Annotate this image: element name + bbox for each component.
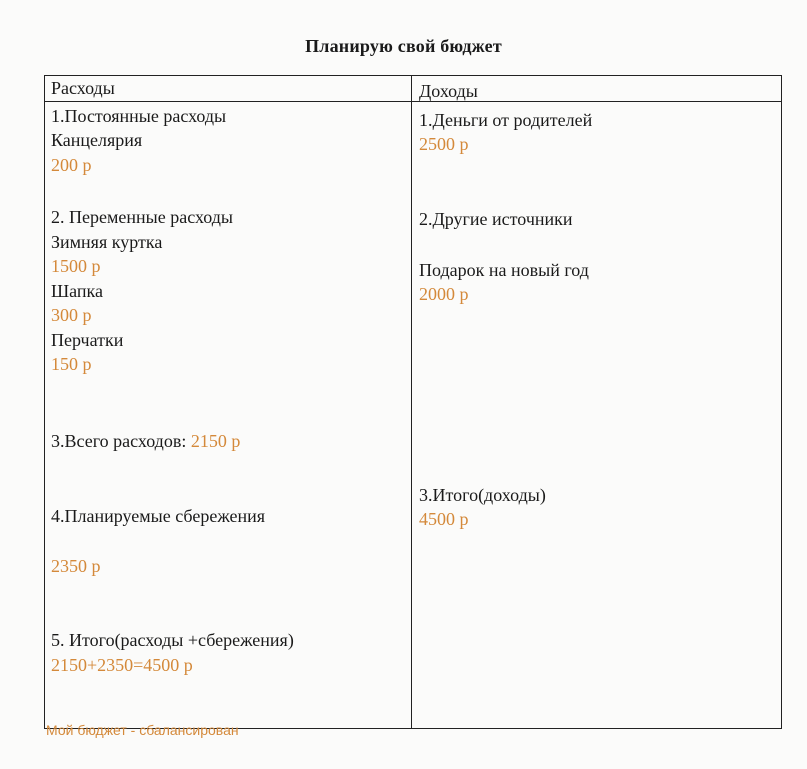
- income-item-name: Подарок на новый год: [419, 260, 589, 280]
- grand-total-amount: 2150+2350=4500 р: [51, 655, 193, 675]
- expenses-total-row: [51, 430, 240, 452]
- expense-item-name: Перчатки: [51, 330, 124, 350]
- parents-income-heading: 1.Деньги от родителей: [419, 110, 593, 130]
- expense-item-name: Зимняя куртка: [51, 232, 163, 252]
- savings-heading: 4.Планируемые сбережения: [51, 506, 266, 526]
- variable-expenses-heading: 2. Переменные расходы: [51, 207, 233, 227]
- expense-item-amount: 1500 р: [51, 256, 101, 276]
- expense-item-name: Шапка: [51, 281, 104, 301]
- expenses-total-label: 3.Всего расходов:: [51, 431, 187, 451]
- income-header: Доходы: [419, 81, 478, 101]
- income-total-heading: 3.Итого(доходы): [419, 485, 546, 505]
- header-divider: [45, 101, 781, 102]
- expense-item-amount: 200 р: [51, 155, 92, 175]
- income-total-amount: 4500 р: [419, 509, 469, 529]
- page-title: Планирую свой бюджет: [305, 36, 502, 56]
- expense-item-amount: 300 р: [51, 305, 92, 325]
- income-item-amount: 2000 р: [419, 284, 469, 304]
- fixed-expenses-heading: 1.Постоянные расходы: [51, 106, 227, 126]
- expenses-header: Расходы: [51, 78, 115, 98]
- column-divider: [411, 76, 412, 728]
- grand-total-heading: 5. Итого(расходы +сбережения): [51, 630, 294, 650]
- parents-income-amount: 2500 р: [419, 134, 469, 154]
- expense-item-amount: 150 р: [51, 354, 92, 374]
- budget-table: [44, 75, 782, 729]
- other-income-heading: 2.Другие источники: [419, 209, 573, 229]
- expenses-total-amount: 2150 р: [190, 431, 241, 451]
- expense-item-name: Канцелярия: [51, 130, 143, 150]
- savings-amount: 2350 р: [51, 556, 101, 576]
- budget-conclusion: Мой бюджет - сбалансирован: [46, 722, 239, 738]
